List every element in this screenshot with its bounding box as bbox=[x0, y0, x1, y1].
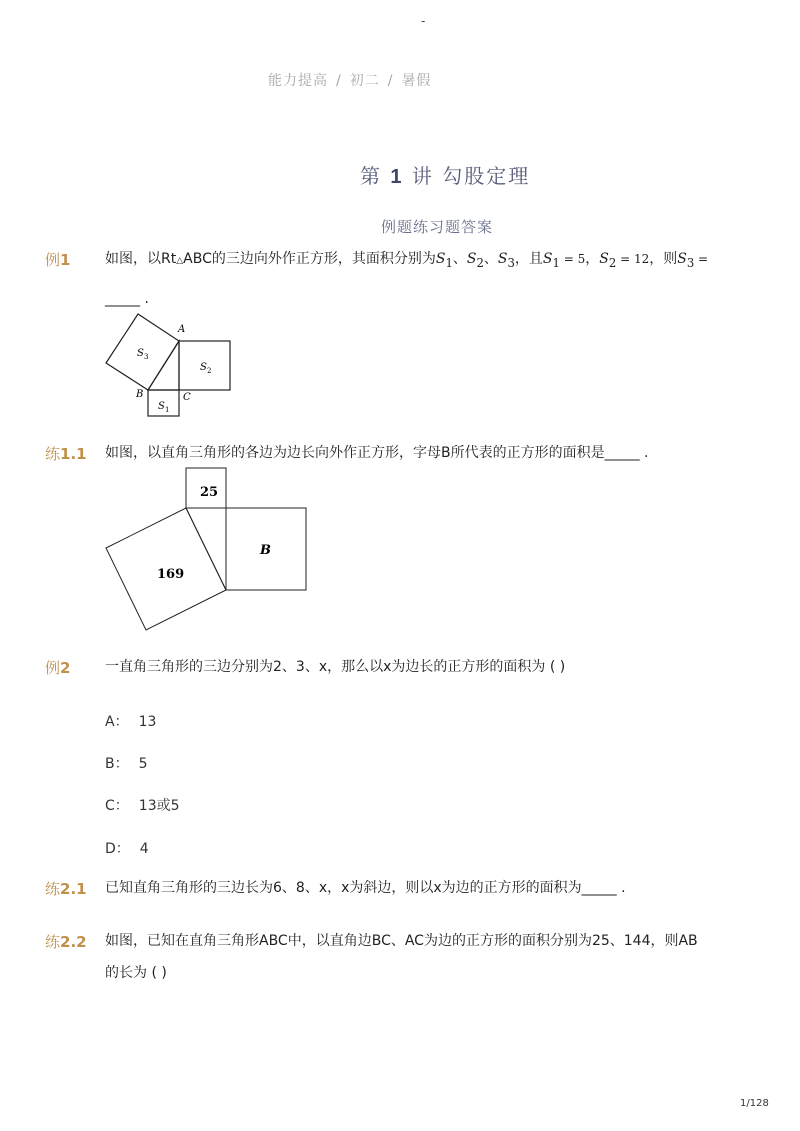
question-text-line2: 的长为 ( ) bbox=[105, 965, 167, 981]
math-subscript: 1 bbox=[445, 255, 453, 270]
option-value: 13 bbox=[138, 714, 157, 730]
label-s1-sub: 1 bbox=[165, 406, 170, 414]
question-text: 已知直角三角形的三边长为6、8、x，x为斜边，则以x为边的正方形的面积为_____ . bbox=[105, 880, 626, 896]
option-value: 5 bbox=[138, 756, 148, 772]
label-s3: S bbox=[137, 348, 144, 359]
title-prefix: 第 bbox=[360, 164, 382, 188]
section-subtitle: 例题练习题答案 bbox=[381, 218, 494, 236]
math-symbol: S bbox=[677, 251, 687, 267]
breadcrumb-item-term: 暑假 bbox=[401, 73, 432, 89]
label-kind: 练 bbox=[45, 880, 61, 898]
label-kind: 例 bbox=[45, 251, 61, 269]
top-mark: - bbox=[421, 14, 426, 28]
lecture-title bbox=[360, 160, 530, 189]
label-s2: S bbox=[200, 362, 207, 373]
math-subscript: 2 bbox=[476, 255, 484, 270]
figure-squares-s1-s2-s3 bbox=[100, 310, 240, 420]
title-suffix: 讲 勾股定理 bbox=[411, 164, 531, 188]
breadcrumb-item-grade: 初二 bbox=[349, 73, 380, 89]
option-key: C： bbox=[105, 798, 129, 814]
label-s3-sub: 3 bbox=[144, 353, 149, 361]
question-label bbox=[45, 443, 87, 464]
label-number: 1 bbox=[60, 251, 71, 269]
label-number: 2.1 bbox=[60, 880, 87, 898]
text-segment: ，则 bbox=[649, 251, 678, 267]
math-equation: = 12 bbox=[616, 252, 650, 266]
text-segment: ABC的三边向外作正方形，其面积分别为 bbox=[183, 251, 436, 267]
text-segment: ， bbox=[585, 251, 600, 267]
math-equation: = bbox=[694, 252, 709, 266]
question-text-line1: 如图，已知在直角三角形ABC中，以直角边BC、AC为边的正方形的面积分别为25、144，则AB bbox=[105, 933, 698, 949]
answer-blank[interactable]: _____ . bbox=[105, 291, 149, 307]
text-segment: 、 bbox=[483, 251, 498, 267]
right-triangle bbox=[186, 508, 226, 590]
right-triangle-abc bbox=[148, 341, 179, 390]
label-number: 2 bbox=[60, 659, 71, 677]
option-d[interactable] bbox=[105, 838, 149, 858]
option-key: B： bbox=[105, 756, 129, 772]
math-subscript: 1 bbox=[552, 255, 560, 270]
text-segment: ，且 bbox=[514, 251, 543, 267]
option-value: 4 bbox=[139, 841, 149, 857]
text-segment: 、 bbox=[452, 251, 467, 267]
label-kind: 练 bbox=[45, 933, 61, 951]
breadcrumb bbox=[268, 70, 431, 90]
math-symbol: S bbox=[599, 251, 609, 267]
option-b[interactable] bbox=[105, 753, 148, 773]
page-number: 1/128 bbox=[740, 1098, 769, 1109]
question-text bbox=[105, 250, 708, 272]
question-label bbox=[45, 931, 87, 952]
math-symbol: S bbox=[435, 251, 446, 267]
breadcrumb-separator: / bbox=[387, 73, 394, 89]
label-b: B bbox=[260, 543, 271, 558]
math-symbol: S bbox=[497, 251, 508, 267]
option-a[interactable] bbox=[105, 711, 156, 731]
math-subscript: 3 bbox=[507, 255, 515, 270]
question-label bbox=[45, 878, 87, 899]
option-key: D： bbox=[105, 841, 130, 857]
math-symbol: S bbox=[466, 251, 477, 267]
title-number: 1 bbox=[390, 166, 404, 188]
label-b: B bbox=[136, 389, 144, 400]
breadcrumb-item-ability: 能力提高 bbox=[268, 73, 328, 89]
option-value: 13或5 bbox=[138, 798, 180, 814]
question-text: 一直角三角形的三边分别为2、3、x，那么以x为边长的正方形的面积为 ( ) bbox=[105, 659, 566, 675]
label-s1: S bbox=[158, 401, 165, 412]
text-segment: 如图，以Rt bbox=[105, 251, 177, 267]
question-label bbox=[45, 249, 70, 270]
figure-squares-25-169-b bbox=[100, 462, 315, 634]
label-number: 2.2 bbox=[60, 933, 87, 951]
label-169: 169 bbox=[157, 567, 185, 582]
math-subscript: 2 bbox=[608, 255, 617, 270]
label-c: C bbox=[183, 392, 191, 403]
math-equation: = 5 bbox=[559, 252, 586, 266]
option-c[interactable] bbox=[105, 795, 180, 815]
label-kind: 例 bbox=[45, 659, 61, 677]
question-label bbox=[45, 657, 70, 678]
option-key: A： bbox=[105, 714, 129, 730]
math-subscript: 3 bbox=[686, 255, 695, 270]
label-25: 25 bbox=[200, 485, 219, 500]
question-text: 如图，以直角三角形的各边为边长向外作正方形，字母B所代表的正方形的面积是_____ . bbox=[105, 445, 649, 461]
label-number: 1.1 bbox=[60, 445, 87, 463]
label-s2-sub: 2 bbox=[207, 367, 212, 375]
label-kind: 练 bbox=[45, 445, 61, 463]
math-symbol: S bbox=[542, 251, 553, 267]
triangle-icon: △ bbox=[176, 256, 184, 266]
breadcrumb-separator: / bbox=[336, 73, 342, 89]
label-a: A bbox=[178, 324, 186, 335]
